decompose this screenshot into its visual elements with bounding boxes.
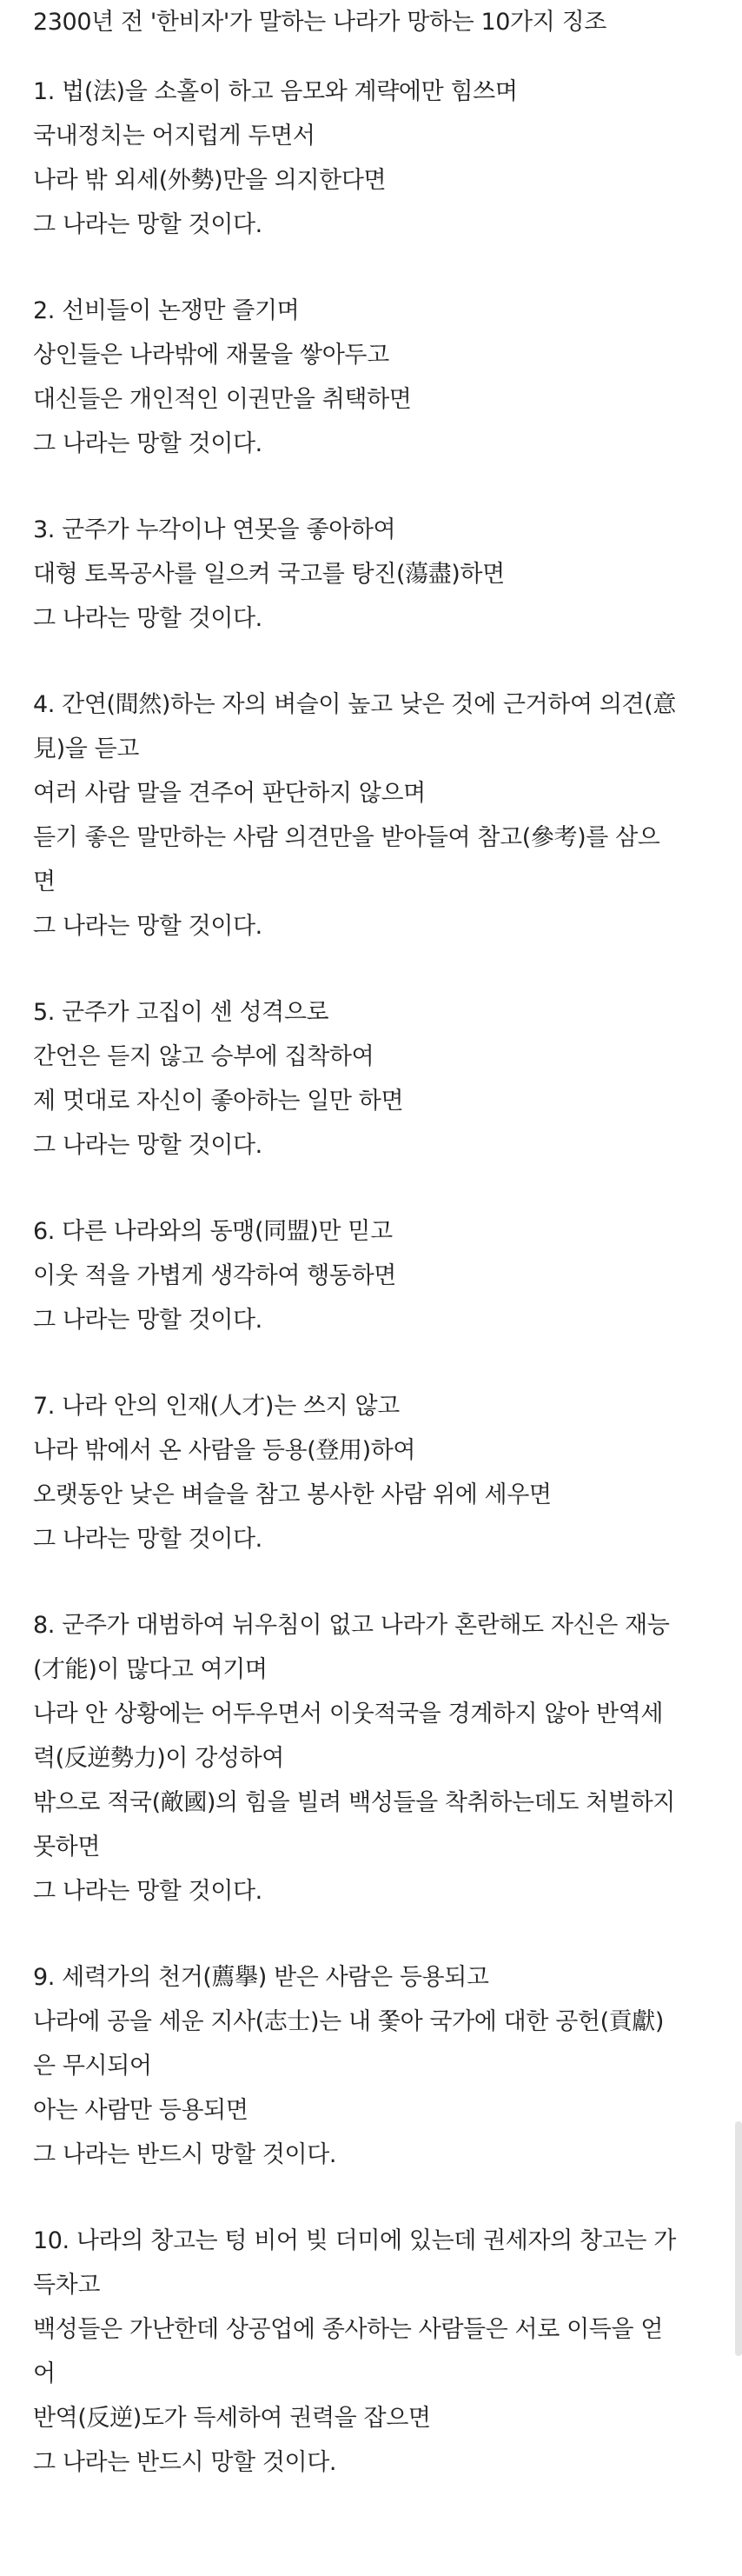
text-line: 제 멋대로 자신이 좋아하는 일만 하면 <box>33 1088 404 1115</box>
text-line: 나라에 공을 세운 지사(志士)는 내 쫓아 국가에 대한 공헌(貢獻) <box>33 2008 665 2035</box>
text-line: 그 나라는 망할 것이다. <box>33 1878 262 1905</box>
text-line: 1. 법(法)을 소홀이 하고 음모와 계략에만 힘쓰며 <box>33 78 518 105</box>
text-line: 10. 나라의 창고는 텅 비어 빚 더미에 있는데 권세자의 창고는 가 <box>33 2227 676 2254</box>
omen-item-4 <box>33 682 725 949</box>
omen-item-9 <box>33 1955 725 2177</box>
text-line: 나라 밖에서 온 사람을 등용(登用)하여 <box>33 1437 416 1464</box>
text-line: 그 나라는 망할 것이다. <box>33 430 262 457</box>
text-line: 나라 밖 외세(外勢)만을 의지한다면 <box>33 167 387 194</box>
text-line: 백성들은 가난한데 상공업에 종사하는 사람들은 서로 이득을 얻 <box>33 2316 664 2343</box>
text-line: 오랫동안 낮은 벼슬을 참고 봉사한 사람 위에 세우면 <box>33 1481 552 1508</box>
article-title: 2300년 전 '한비자'가 말하는 나라가 망하는 10가지 징조 <box>33 9 606 36</box>
text-line: 4. 간연(間然)하는 자의 벼슬이 높고 낮은 것에 근거하여 의견(意 <box>33 691 676 718</box>
text-line: 어 <box>33 2360 56 2387</box>
scrollbar-thumb[interactable] <box>735 2121 742 2356</box>
omen-item-6 <box>33 1209 725 1342</box>
text-line: 득차고 <box>33 2272 101 2299</box>
text-line: 그 나라는 망할 것이다. <box>33 1526 262 1553</box>
omen-item-5 <box>33 990 725 1168</box>
text-line: 대신들은 개인적인 이권만을 취택하면 <box>33 386 412 413</box>
text-line: 그 나라는 반드시 망할 것이다. <box>33 2449 337 2476</box>
text-line: 2. 선비들이 논쟁만 즐기며 <box>33 297 300 324</box>
text-line: 그 나라는 망할 것이다. <box>33 1307 262 1334</box>
text-line: 그 나라는 망할 것이다. <box>33 605 262 632</box>
text-line: 그 나라는 망할 것이다. <box>33 211 262 238</box>
text-line: 9. 세력가의 천거(薦擧) 받은 사람은 등용되고 <box>33 1964 489 1991</box>
text-line: 6. 다른 나라와의 동맹(同盟)만 믿고 <box>33 1218 393 1245</box>
text-line: 면 <box>33 869 56 895</box>
text-line: 은 무시되어 <box>33 2053 152 2080</box>
omen-item-1 <box>33 70 725 247</box>
text-line: 여러 사람 말을 견주어 판단하지 않으며 <box>33 780 426 807</box>
text-line: 그 나라는 망할 것이다. <box>33 1132 262 1159</box>
text-line: 상인들은 나라밖에 재물을 쌓아두고 <box>33 342 389 369</box>
text-line: 그 나라는 반드시 망할 것이다. <box>33 2141 337 2168</box>
omen-item-10 <box>33 2219 725 2485</box>
text-line: (才能)이 많다고 여기며 <box>33 1656 268 1683</box>
text-line: 見)을 듣고 <box>33 736 139 762</box>
text-line: 못하면 <box>33 1834 101 1860</box>
text-line: 간언은 듣지 않고 승부에 집착하여 <box>33 1043 374 1070</box>
text-line: 아는 사람만 등용되면 <box>33 2097 248 2124</box>
text-line: 력(反逆勢力)이 강성하여 <box>33 1745 284 1772</box>
omen-item-7 <box>33 1384 725 1561</box>
text-line: 밖으로 적국(敵國)의 힘을 빌려 백성들을 착취하는데도 처벌하지 <box>33 1789 675 1816</box>
text-line: 나라 안 상황에는 어두우면서 이웃적국을 경계하지 않아 반역세 <box>33 1701 664 1727</box>
text-line: 5. 군주가 고집이 센 성격으로 <box>33 999 329 1026</box>
text-line: 7. 나라 안의 인재(人才)는 쓰지 않고 <box>33 1393 400 1420</box>
text-line: 대형 토목공사를 일으켜 국고를 탕진(蕩盡)하면 <box>33 561 505 588</box>
text-line: 국내정치는 어지럽게 두면서 <box>33 123 315 150</box>
text-line: 8. 군주가 대범하여 뉘우침이 없고 나라가 혼란해도 자신은 재능 <box>33 1612 670 1639</box>
text-line: 반역(反逆)도가 득세하여 권력을 잡으면 <box>33 2405 431 2432</box>
text-line: 이웃 적을 가볍게 생각하여 행동하면 <box>33 1262 396 1289</box>
text-line: 그 나라는 망할 것이다. <box>33 913 262 940</box>
omen-item-3 <box>33 508 725 641</box>
omen-item-2 <box>33 289 725 466</box>
omen-item-8 <box>33 1603 725 1914</box>
text-line: 3. 군주가 누각이나 연못을 좋아하여 <box>33 516 396 543</box>
text-line: 듣기 좋은 말만하는 사람 의견만을 받아들여 참고(參考)를 삼으 <box>33 824 660 851</box>
